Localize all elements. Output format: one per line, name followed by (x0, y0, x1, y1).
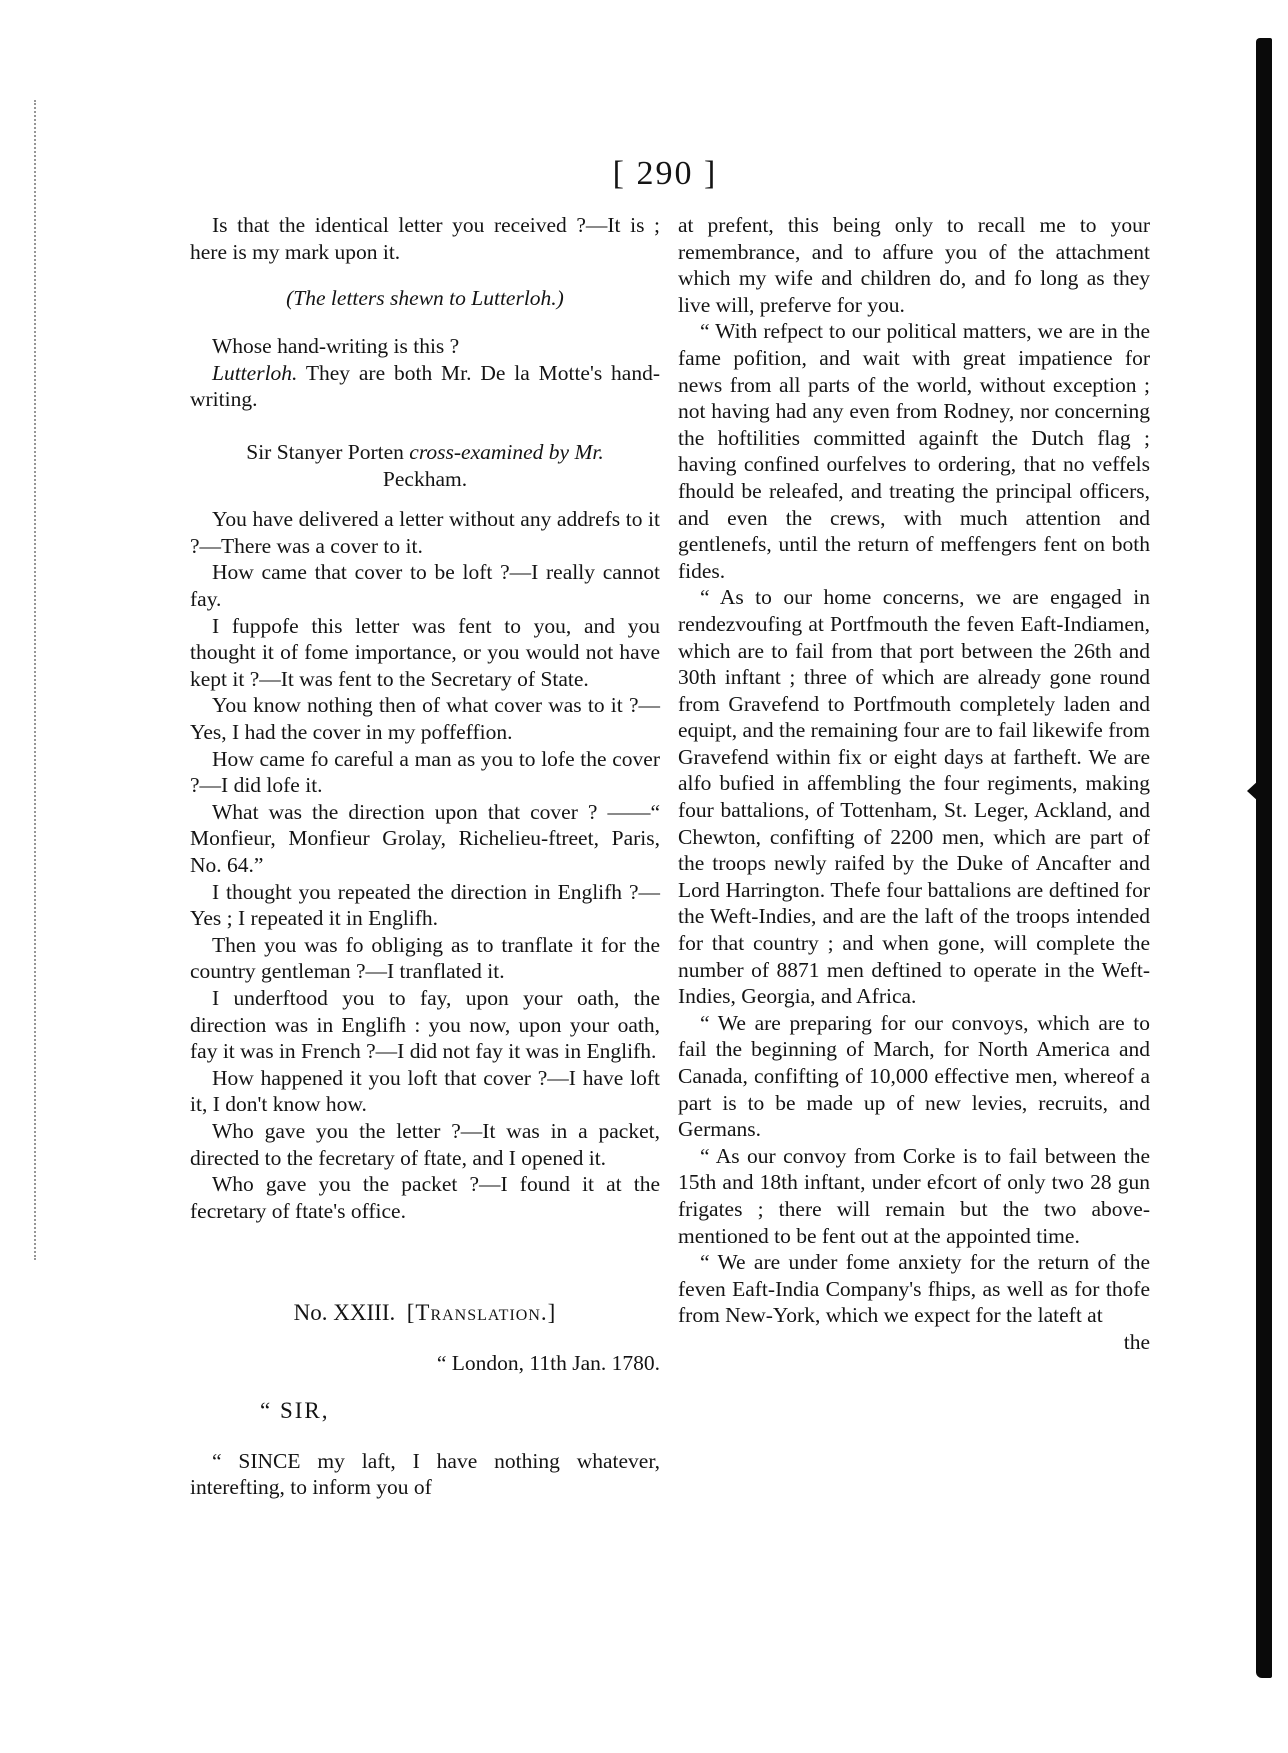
qa-paragraph: I fuppofe this letter was fent to you, and you thought it of fome importance, or you would not have kept it ?—It was fent to the Secretary of State. (190, 613, 660, 691)
letter-paragraph: “ As to our home concerns, we are engaged in rendezvoufing at Portfmouth the feven Eaft-Indiamen, which are to fail from that port between the 26th and 30th inftant ; three of which are already gone round from Gravefend to Portfmouth completely laden and equipt, and the remaining four are to fail likewife from Gravefend within fix or eight days at fartheft. We are alfo bufied in affembling the four regiments, making four battalions, of Tottenham, St. Leger, Ackland, and Chewton, confifting of 2200 men, which are part of the troops newly raifed by the Duke of Ancafter and Lord Harrington. Thefe four battalions are deftined for the Weft-Indies, and are the laft of the troops intended for that country ; and when gone, will complete the number of 8871 men deftined to operate in the Weft-Indies, Georgia, and Africa. (678, 585, 1150, 1009)
letter-opening: “ SINCE my laft, I have nothing whatever, interefting, to inform you of (190, 1448, 660, 1500)
qa-paragraph: Who gave you the packet ?—I found it at the fecretary of ftate's office. (190, 1172, 660, 1223)
speaker-name: Lutterloh. (212, 360, 298, 385)
letter-paragraph: “ As our convoy from Corke is to fail between the 15th and 18th inftant, under efcort of only two 28 gun frigates ; there will remain but the two above-mentioned to be fent out at the appointed time. (678, 1143, 1150, 1248)
qa-paragraph: I thought you repeated the direction in Englifh ?—Yes ; I repeated it in Englifh. (190, 879, 660, 931)
letter-paragraph: “ With refpect to our political matters, we are in the fame pofition, and wait with great impatience for news from all parts of the world, without exception ; not having had any even from Rodney, nor concerning the hoftilities committed againft the Dutch flag ; having confined ourfelves to ordering, that no veffels fhould be releafed, and treating the principal officers, and even the crews, with much attention and gentlenefs, until the return of meffengers fent on both fides. (678, 319, 1150, 583)
document-number: No. XXIII. (293, 1300, 396, 1326)
qa-paragraph: What was the direction upon that cover ? ——“ Monfieur, Monfieur Grolay, Richelieu-ftreet, Paris, No. 64.” (190, 799, 660, 877)
document-heading (190, 1300, 660, 1327)
qa-paragraph: You know nothing then of what cover was to it ?—Yes, I had the cover in my poffeffion. (190, 693, 660, 744)
question-identical-letter: Is that the identical letter you received ?—It is ; here is my mark upon it. (190, 213, 660, 264)
examiner-name: Peckham. (382, 466, 468, 491)
letter-paragraph: “ We are preparing for our convoys, which are to fail the beginning of March, for North America and Canada, confifting of 10,000 effective men, whereof a part is to be made up of new levies, recruits, and Germans. (678, 1010, 1150, 1142)
section-heading (190, 439, 660, 492)
right-column (678, 212, 1150, 1356)
stage-direction (190, 285, 660, 312)
scan-edge-tick (1247, 780, 1259, 802)
left-column (190, 212, 660, 1501)
stage-direction-text: (The letters shewn to Lutterloh.) (286, 286, 564, 311)
letter-paragraph: “ We are under fome anxiety for the return of the feven Eaft-India Company's fhips, as well as for thofe from New-York, which we expect for the lateft at (678, 1250, 1150, 1328)
translation-label: [Translation.] (406, 1300, 557, 1326)
examination-label: cross-examined by Mr. (403, 440, 604, 465)
letter-paragraph: at prefent, this being only to recall me to your remembrance, and to affure you of the attachment which my wife and children do, and fo long as they live will, preferve for you. (678, 213, 1150, 317)
qa-paragraph: How came that cover to be loft ?—I really cannot fay. (190, 560, 660, 612)
catchword: the (1123, 1329, 1150, 1354)
qa-paragraph: How came fo careful a man as you to lofe the cover ?—I did lofe it. (190, 746, 660, 798)
qa-paragraph: Who gave you the letter ?—It was in a packet, directed to the fecretary of ftate, and I opened it. (190, 1118, 660, 1170)
binding-edge (34, 100, 42, 1260)
page-number: [ 290 ] (612, 155, 718, 192)
qa-paragraph: I underftood you to fay, upon your oath, the direction was in Englifh : you now, upon your oath, fay it was in French ?—I did not fay it was in Englifh. (190, 985, 660, 1064)
qa-paragraph: You have delivered a letter without any addrefs to it ?—There was a cover to it. (190, 507, 660, 558)
letter-salutation: “ SIR, (260, 1397, 330, 1423)
scan-edge-bar (1256, 38, 1272, 1678)
answer-hand-writing (190, 360, 660, 413)
question-hand-writing: Whose hand-writing is this ? (212, 334, 460, 359)
answer-text: They are both Mr. De la Motte's hand-writing. (190, 360, 660, 412)
witness-name: Sir Stanyer Porten (246, 440, 404, 465)
qa-paragraph: Then you was fo obliging as to tranflate it for the country gentleman ?—I tranflated it. (190, 932, 660, 984)
letter-dateline: “ London, 11th Jan. 1780. (436, 1350, 660, 1375)
qa-paragraph: How happened it you loft that cover ?—I have loft it, I don't know how. (190, 1065, 660, 1117)
